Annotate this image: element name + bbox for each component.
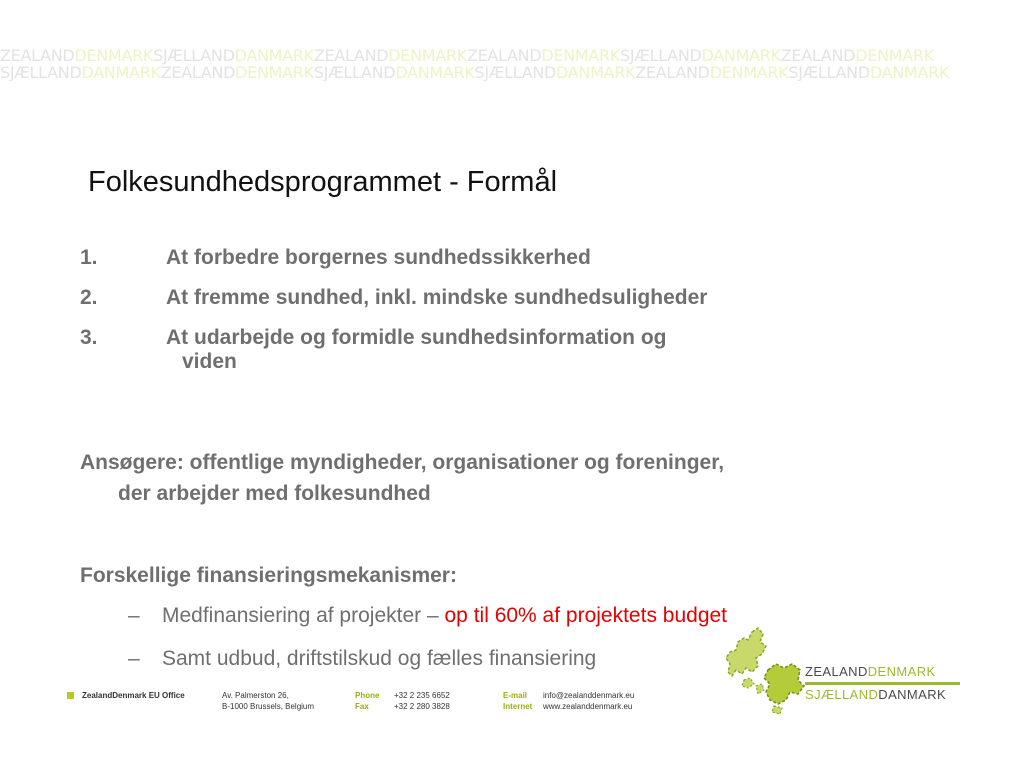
internet-label: Internet (503, 702, 533, 711)
banner-word: DANMARK (556, 63, 636, 81)
goal-text: At forbedre borgernes sundhedssikkerhed (166, 246, 591, 269)
logo-sjaelland: SJÆLLAND (805, 687, 879, 702)
goal-text: At udarbejde og formidle sundhedsinformation og (166, 326, 667, 349)
goal-text: At fremme sundhed, inkl. mindske sundhedsuligheder (166, 286, 708, 309)
denmark-map-icon (718, 624, 810, 718)
applicants-paragraph (80, 447, 724, 509)
banner-word: ZEALAND (780, 47, 856, 65)
phone-label: Phone (355, 691, 380, 700)
banner-word: SJÆLLAND (313, 63, 396, 81)
mechanism-text: Samt udbud, driftstilskud og fælles finansiering (162, 647, 597, 670)
applicants-line-1: Ansøgere: offentlige myndigheder, organisationer og foreninger, (80, 451, 725, 474)
banner-word: DANMARK (234, 47, 314, 65)
banner-word: ZEALAND (160, 63, 236, 81)
banner-word: DANMARK (395, 63, 475, 81)
banner-word: DENMARK (388, 47, 467, 65)
dash-bullet: – (128, 647, 140, 670)
banner-word: ZEALAND (635, 63, 710, 81)
banner-word: DANMARK (701, 47, 781, 65)
mechanism-highlight: op til 60% af projektets budget (444, 604, 728, 627)
fax-label: Fax (355, 702, 369, 711)
logo-top-line (805, 664, 960, 680)
goal-number: 1. (80, 246, 98, 269)
logo-denmark: DENMARK (867, 664, 936, 679)
fax-number: +32 2 280 3828 (394, 702, 450, 711)
mechanism-item (128, 647, 596, 671)
banner-word: SJÆLLAND (620, 47, 702, 65)
bullet-square-icon (67, 692, 74, 699)
logo-danmark: DANMARK (878, 687, 947, 702)
email-label: E-mail (503, 691, 528, 700)
mechanisms-heading: Forskellige finansieringsmekanismer: (80, 564, 457, 587)
banner-word: DENMARK (235, 63, 314, 81)
banner-word: DENMARK (74, 47, 154, 65)
applicants-line-2: der arbejder med folkesundhed (118, 482, 431, 505)
logo-divider (805, 682, 960, 685)
header-logo-banner (0, 47, 1024, 81)
goal-number: 3. (80, 326, 98, 349)
address-line-1: Av. Palmerston 26, (222, 691, 289, 700)
banner-word: SJÆLLAND (153, 47, 235, 65)
banner-word: DANMARK (869, 63, 950, 81)
phone-number: +32 2 235 6652 (394, 691, 450, 700)
banner-word: ZEALAND (466, 47, 542, 65)
banner-word: ZEALAND (0, 47, 75, 65)
slide-title: Folkesundhedsprogrammet - Formål (88, 166, 558, 198)
mechanism-item (128, 604, 727, 628)
banner-word: SJÆLLAND (474, 63, 557, 81)
goal-text-continuation: viden (182, 350, 237, 373)
logo-bottom-line (805, 687, 960, 703)
banner-word: SJÆLLAND (0, 63, 82, 81)
banner-row-1 (0, 47, 1024, 64)
zealand-denmark-logo (805, 664, 960, 703)
dash-bullet: – (128, 604, 140, 627)
banner-word: SJÆLLAND (788, 63, 870, 81)
goal-number: 2. (80, 286, 98, 309)
banner-word: DENMARK (709, 63, 789, 81)
email-link[interactable]: info@zealanddenmark.eu (543, 691, 635, 700)
office-name: ZealandDenmark EU Office (82, 691, 185, 700)
banner-word: ZEALAND (313, 47, 389, 65)
address-line-2: B-1000 Brussels, Belgium (222, 702, 315, 711)
banner-row-2 (0, 64, 1024, 81)
website-link[interactable]: www.zealanddenmark.eu (543, 702, 633, 711)
mechanism-text: Medfinansiering af projekter – (162, 604, 445, 627)
banner-word: DENMARK (541, 47, 621, 65)
banner-word: DENMARK (855, 47, 934, 65)
banner-word: DANMARK (81, 63, 161, 81)
logo-zealand: ZEALAND (805, 664, 868, 679)
